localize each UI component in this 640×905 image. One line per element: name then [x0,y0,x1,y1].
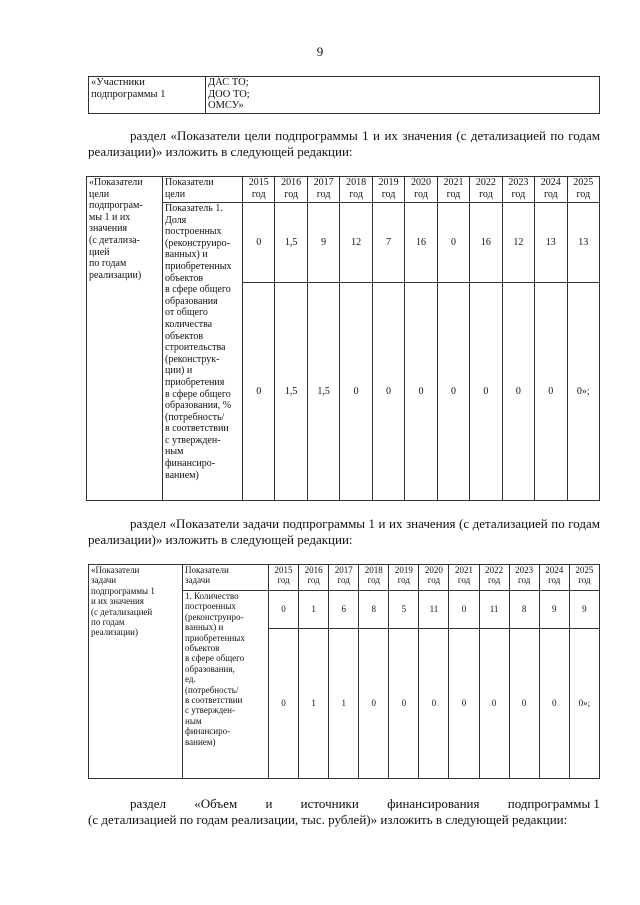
paragraph-funding [88,796,600,828]
goal-value-cell: 0»; [567,283,599,501]
task-year-header [479,565,509,591]
task-indicator-line: ным [185,715,202,726]
year-label: 2016 [281,177,302,188]
task-label-line: «Показатели [91,565,140,575]
task-year-header [359,565,389,591]
task-value-cell: 0 [479,629,509,779]
task-value-cell: 0 [389,629,419,779]
year-unit: год [381,188,396,200]
goal-value-cell: 0 [243,283,275,501]
task-header-line: Показатели [185,565,229,575]
task-year-header [299,565,329,591]
task-value-cell: 8 [359,591,389,629]
goal-indicator-line: количества [165,318,213,330]
goal-value-cell: 0 [243,203,275,283]
year-label: 2015 [248,177,269,188]
year-unit: год [518,575,531,586]
year-unit: год [511,188,526,200]
goal-value-cell: 0 [437,203,469,283]
goal-value-cell: 0 [502,283,534,501]
task-indicator-line: (потребность/ [185,684,239,695]
participants-label [89,77,206,114]
goal-year-header [243,177,275,203]
goal-value-cell: 0 [470,283,502,501]
year-unit: год [487,575,501,586]
year-unit: год [251,188,266,200]
goal-value-cell: 7 [372,203,404,283]
goal-value-cell: 9 [307,203,339,283]
task-column-header [183,565,269,591]
goal-year-header [307,177,339,203]
goal-indicator-line: строительства [165,342,226,354]
year-label: 2020 [424,565,443,575]
task-header-line: задачи [185,575,211,586]
goal-indicator-line: от общего [165,307,208,319]
goal-value-cell: 13 [567,203,599,283]
year-unit: год [457,575,471,586]
task-value-cell: 0 [269,591,299,629]
funding-word: источники [300,796,359,811]
year-unit: год [284,188,298,200]
funding-word: «Объем [194,796,238,811]
task-indicators-table [88,564,600,779]
year-unit: год [349,188,363,200]
task-value-cell: 11 [419,591,449,629]
task-year-header [419,565,449,591]
goal-value-cell: 1,5 [275,283,307,501]
goal-year-header [372,177,404,203]
paragraph-task-indicators: раздел «Показатели задачи подпрограммы 1 и их значения (с детализацией по годам реализации)» изложить в следующей редакции: [88,516,600,547]
goal-indicator-line: (реконструк- [165,353,220,365]
participants-value [206,77,600,114]
goal-indicator-name [163,203,243,501]
year-unit: год [414,188,428,200]
task-year-header [569,565,599,591]
goal-value-cell: 12 [502,203,534,283]
participants-value-line: ДОО ТО; [208,88,250,100]
task-value-cell: 0 [359,629,389,779]
year-label: 2018 [346,177,367,188]
task-indicator-line: построенных [185,601,236,612]
year-unit: год [548,575,561,586]
task-value-cell: 0 [539,629,569,779]
year-unit: год [578,575,591,586]
task-year-header [449,565,479,591]
year-label: 2024 [545,565,564,575]
goal-indicator-line: Доля [165,214,187,226]
goal-indicator-line: (потребность/ [165,411,225,423]
task-section-label [89,565,183,779]
goal-value-cell: 16 [405,203,437,283]
goal-indicator-line: образования, % [165,400,232,412]
task-label-line: реализации) [91,627,138,638]
task-value-cell: 0 [449,591,479,629]
year-label: 2020 [410,177,431,188]
goal-indicator-line: финансиро- [165,458,216,470]
funding-word: раздел [130,796,167,811]
goal-indicator-line: с утвержден- [165,434,221,446]
goal-indicator-line: образования [165,295,218,307]
year-label: 2025 [573,177,594,188]
task-indicator-line: образования, [185,663,235,674]
year-label: 2023 [508,177,529,188]
goal-value-cell: 0 [372,283,404,501]
goal-header-line: цели [165,188,186,200]
goal-indicator-line: объектов [165,272,204,284]
goal-column-header [163,177,243,203]
participants-label-line: подпрограммы 1 [91,88,166,100]
task-year-header [269,565,299,591]
goal-indicator-line: в соответствии [165,423,229,435]
task-label-line: (с детализацией [91,606,153,617]
task-value-cell: 11 [479,591,509,629]
goal-value-cell: 13 [535,203,567,283]
goal-year-header [437,177,469,203]
task-value-cell: 0 [269,629,299,779]
task-indicator-line: (реконструиро- [185,611,244,622]
task-indicator-line: ванием) [185,736,216,747]
task-indicator-line: ед. [185,674,196,685]
goal-indicator-line: ванных) и [165,249,208,261]
goal-value-cell: 1,5 [275,203,307,283]
year-label: 2025 [575,565,594,575]
year-label: 2021 [443,177,464,188]
year-unit: год [446,188,461,200]
funding-rest: (с детализацией по годам реализации, тыс. рублей)» изложить в следующей редакции: [88,812,568,827]
goal-indicator-line: в сфере общего [165,388,231,400]
goal-year-header [535,177,567,203]
year-unit: год [367,575,380,586]
goal-header-line: Показатели [165,177,214,188]
task-value-cell: 9 [539,591,569,629]
year-unit: год [543,188,558,200]
goal-section-label [87,177,163,501]
year-label: 2019 [394,565,413,575]
goal-value-cell: 0 [437,283,469,501]
year-unit: год [479,188,493,200]
goal-value-cell: 0 [535,283,567,501]
task-value-cell: 6 [329,591,359,629]
task-value-cell: 0 [509,629,539,779]
year-label: 2017 [313,177,334,188]
goal-indicator-line: ным [165,446,184,458]
goal-indicator-line: в сфере общего [165,284,231,296]
year-label: 2017 [334,565,353,575]
task-indicator-line: в сфере общего [185,653,245,664]
paragraph-goal-indicators: раздел «Показатели цели подпрограммы 1 и их значения (с детализацией по годам реализации)» изложить в следующей редакции: [88,128,600,159]
goal-indicator-line: (реконструиро- [165,237,230,249]
task-year-header [509,565,539,591]
year-label: 2018 [364,565,383,575]
year-unit: год [576,188,591,200]
year-label: 2022 [475,177,496,188]
year-label: 2024 [540,177,561,188]
task-year-header [329,565,359,591]
participants-table [88,76,600,114]
task-value-cell: 0»; [569,629,599,779]
year-unit: год [316,188,331,200]
goal-value-cell: 16 [470,203,502,283]
year-label: 2022 [485,565,504,575]
task-indicator-line: объектов [185,643,220,654]
goal-label-line: (с детализа- [89,234,140,246]
task-year-header [389,565,419,591]
task-value-cell: 8 [509,591,539,629]
task-value-cell: 0 [449,629,479,779]
participants-value-line: ДАС ТО; [208,77,249,88]
task-label-line: и их значения [91,596,144,607]
year-unit: год [277,575,290,586]
funding-word: подпрограммы 1 [507,796,600,811]
year-label: 2016 [304,565,323,575]
task-value-cell: 9 [569,591,599,629]
goal-value-cell: 0 [405,283,437,501]
funding-first-line [88,796,600,812]
year-unit: год [427,575,441,586]
year-label: 2021 [455,565,473,575]
goal-value-cell: 1,5 [307,283,339,501]
task-value-cell: 0 [419,629,449,779]
task-indicator-line: приобретенных [185,632,245,643]
year-unit: год [337,575,350,586]
goal-indicator-line: объектов [165,330,204,342]
goal-indicator-line: Показатель 1. [165,203,223,214]
goal-year-header [405,177,437,203]
task-value-cell: 1 [299,591,329,629]
goal-value-cell: 0 [340,283,372,501]
page-number: 9 [316,44,324,59]
goal-year-header [275,177,307,203]
task-label-line: задачи [91,575,117,586]
goal-label-line: цией [89,246,110,258]
year-unit: год [397,575,410,586]
task-year-header [539,565,569,591]
goal-year-header [470,177,502,203]
goal-label-line: по годам [89,258,127,270]
year-label: 2023 [515,565,534,575]
task-indicator-line: 1. Количество [185,591,239,601]
task-indicator-line: ванных) и [185,622,224,633]
goal-label-line: значения [89,223,128,235]
funding-word: и [265,796,273,811]
goal-indicator-line: построенных [165,226,222,238]
task-value-cell: 1 [329,629,359,779]
task-label-line: по годам [91,617,125,628]
goal-indicators-table [86,176,600,501]
goal-label-line: мы 1 и их [89,211,131,223]
task-value-cell: 1 [299,629,329,779]
task-label-line: подпрограммы 1 [91,585,155,596]
goal-indicator-line: приобретения [165,376,225,388]
goal-label-line: подпрограм- [89,200,143,212]
year-label: 2019 [378,177,399,188]
goal-indicator-line: приобретенных [165,260,232,272]
goal-year-header [502,177,534,203]
year-unit: год [307,575,320,586]
goal-year-header [340,177,372,203]
goal-label-line: «Показатели [89,177,143,188]
task-value-cell: 5 [389,591,419,629]
participants-value-line: ОМСУ» [208,100,244,111]
goal-year-header [567,177,599,203]
goal-indicator-line: ванием) [165,469,199,481]
participants-label-line: «Участники [91,77,145,88]
funding-word: финансирования [387,796,480,811]
task-indicator-line: с утвержден- [185,705,235,716]
goal-label-line: реализации) [89,269,142,281]
task-indicator-name [183,591,269,779]
goal-indicator-line: ции) и [165,365,193,377]
goal-label-line: цели [89,188,110,200]
task-indicator-line: финансиро- [185,726,231,737]
year-label: 2015 [274,565,293,575]
task-indicator-line: в соответствии [185,695,243,706]
goal-value-cell: 12 [340,203,372,283]
